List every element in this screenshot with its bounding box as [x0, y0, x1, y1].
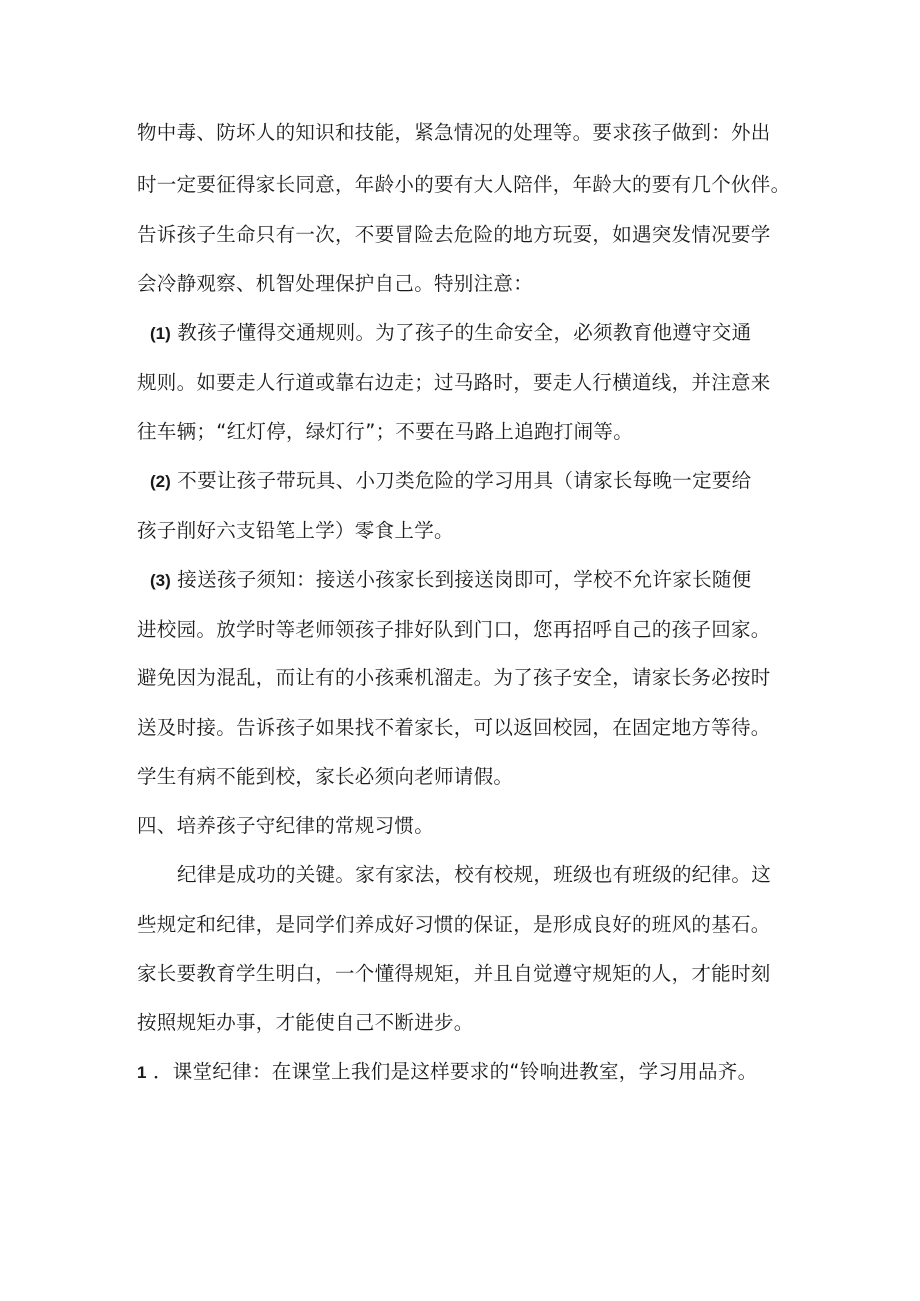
list-marker: (3) — [150, 571, 171, 590]
list-marker: 1 — [137, 1063, 147, 1082]
paragraph-first-line: 纪律是成功的关键。家有家法，校有校规，班级也有班级的纪律。这 — [177, 863, 772, 886]
list-item-2: (2) 不要让孩子带玩具、小刀类危险的学习用具（请家长每晚一定要给 — [150, 469, 752, 492]
text-line: 送及时接。告诉孩子如果找不着家长，可以返回校园，在固定地方等待。 — [137, 716, 771, 739]
list-marker: (2) — [150, 472, 171, 491]
text-line: 孩子削好六支铅笔上学）零食上学。 — [137, 519, 454, 542]
list-item-1: (1) 教孩子懂得交通规则。为了孩子的生命安全，必须教育他遵守交通 — [150, 321, 752, 344]
text-line: 往车辆；“红灯停，绿灯行”；不要在马路上追跑打闹等。 — [137, 420, 634, 443]
text-line: 避免因为混乱，而让有的小孩乘机溜走。为了孩子安全，请家长务必按时 — [137, 666, 771, 689]
text-line: 按照规矩办事，才能使自己不断进步。 — [137, 1011, 474, 1034]
list-item-3: (3) 接送孩子须知：接送小孩家长到接送岗即可，学校不允许家长随便 — [150, 568, 752, 591]
text-line: 告诉孩子生命只有一次，不要冒险去危险的地方玩耍，如遇突发情况要学 — [137, 223, 771, 246]
text-line: 些规定和纪律，是同学们养成好习惯的保证，是形成良好的班风的基石。 — [137, 913, 771, 936]
text-line: 规则。如要走人行道或靠右边走；过马路时，要走人行横道线，并注意来 — [137, 371, 771, 394]
text-line: 物中毒、防坏人的知识和技能，紧急情况的处理等。要求孩子做到：外出 — [137, 121, 771, 144]
list-marker: (1) — [150, 324, 171, 343]
text-line: 时一定要征得家长同意，年龄小的要有大人陪伴，年龄大的要有几个伙伴。 — [137, 173, 791, 196]
text-line: 家长要教育学生明白，一个懂得规矩，并且自觉遵守规矩的人，才能时刻 — [137, 962, 771, 985]
text-line: 进校园。放学时等老师领孩子排好队到门口，您再招呼自己的孩子回家。 — [137, 618, 771, 641]
text-line: 会冷静观察、机智处理保护自己。特别注意： — [137, 272, 534, 295]
list-item-rule-1: 1 ．课堂纪律：在课堂上我们是这样要求的“铃响进教室，学习用品齐。 — [137, 1060, 758, 1083]
text-line: 学生有病不能到校，家长必须向老师请假。 — [137, 765, 514, 788]
section-heading: 四、培养孩子守纪律的常规习惯。 — [137, 814, 435, 837]
